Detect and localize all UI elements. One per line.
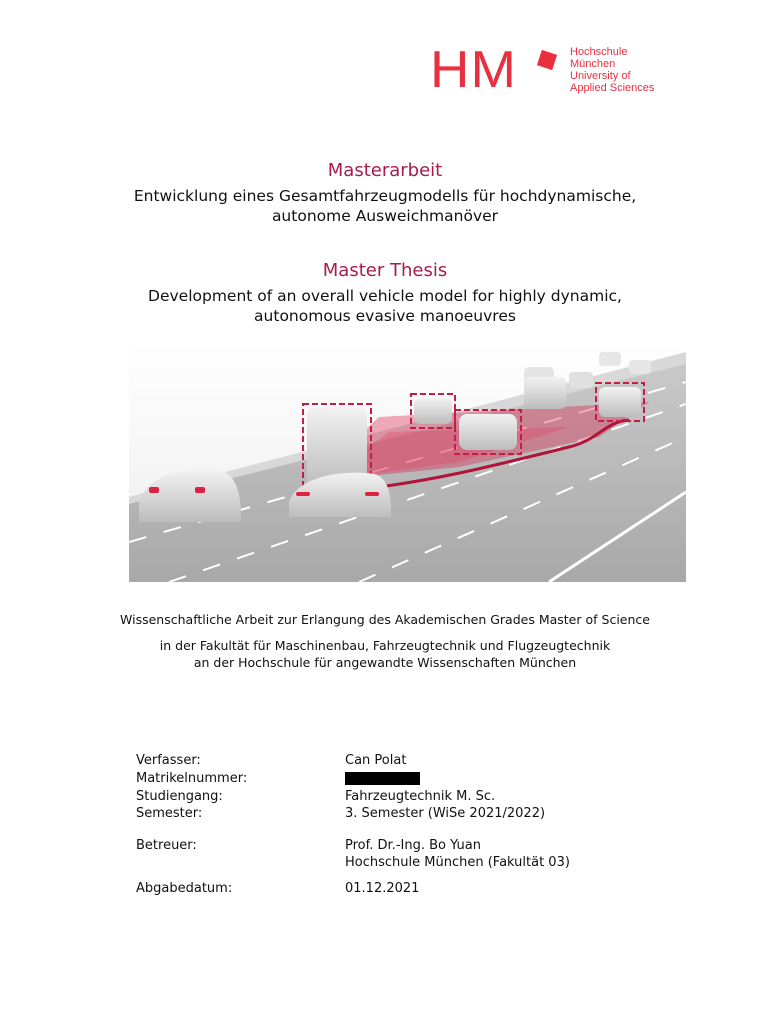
logo-line: Hochschule — [570, 46, 628, 58]
tail-light — [195, 487, 205, 493]
ego-tail-light — [296, 492, 310, 496]
tail-light — [149, 487, 159, 493]
logo-square-icon — [537, 50, 557, 70]
logo-line: University of — [570, 70, 631, 82]
program-label: Studiengang: — [136, 789, 223, 804]
author-value: Can Polat — [345, 753, 407, 768]
title-english-line2: autonomous evasive manoeuvres — [254, 307, 516, 325]
date-label: Abgabedatum: — [136, 881, 233, 896]
logo-mark: HM — [430, 41, 518, 99]
car-boxed — [414, 398, 452, 424]
logo-line: München — [570, 58, 616, 70]
title-english-line1: Development of an overall vehicle model for highly dynamic, — [148, 287, 622, 305]
matrikel-label: Matrikelnummer: — [136, 771, 248, 786]
car-distant — [569, 372, 593, 388]
logo-wordmark — [570, 46, 654, 94]
supervisor-name: Prof. Dr.-Ing. Bo Yuan — [345, 838, 481, 853]
car-boxed — [599, 387, 641, 417]
faculty-statement — [0, 637, 770, 671]
van-center — [524, 377, 566, 409]
supervisor-label: Betreuer: — [136, 838, 197, 853]
ego-tail-light — [365, 492, 379, 496]
faculty-line: in der Fakultät für Maschinenbau, Fahrzeugtechnik und Flugzeugtechnik — [159, 638, 611, 653]
university-line: an der Hochschule für angewandte Wissenschaften München — [193, 655, 577, 670]
title-german-line2: autonome Ausweichmanöver — [271, 207, 499, 225]
car-boxed — [459, 414, 517, 450]
redacted-value — [345, 772, 420, 785]
thesis-type-english: Master Thesis — [322, 260, 448, 281]
semester-label: Semester: — [136, 806, 203, 821]
supervisor-affiliation: Hochschule München (Fakultät 03) — [345, 855, 570, 870]
thesis-type-german: Masterarbeit — [327, 160, 443, 181]
car-distant — [629, 360, 651, 374]
university-logo — [430, 41, 680, 104]
semester-value: 3. Semester (WiSe 2021/2022) — [345, 806, 546, 821]
author-label: Verfasser: — [136, 753, 201, 768]
title-german — [0, 160, 770, 226]
program-value: Fahrzeugtechnik M. Sc. — [345, 789, 496, 804]
cover-illustration — [129, 342, 686, 582]
car-distant — [599, 352, 621, 366]
title-english — [0, 260, 770, 326]
date-value: 01.12.2021 — [345, 881, 420, 896]
degree-statement: Wissenschaftliche Arbeit zur Erlangung des Akademischen Grades Master of Science — [120, 612, 650, 627]
title-german-line1: Entwicklung eines Gesamtfahrzeugmodells für hochdynamische, — [133, 187, 637, 205]
logo-line: Applied Sciences — [570, 82, 655, 94]
